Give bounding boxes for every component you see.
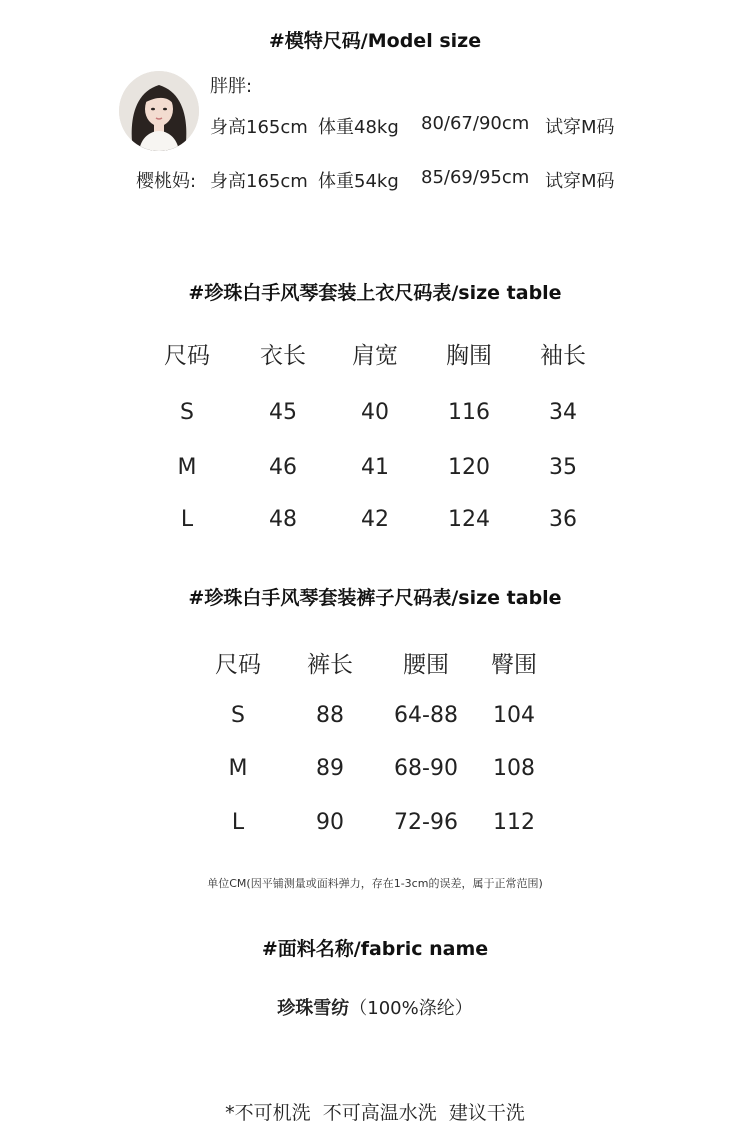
table-cell: S (180, 400, 194, 425)
table-cell: 45 (269, 400, 297, 425)
model2-height: 身高165cm (210, 171, 308, 192)
model2-weight: 体重54kg (318, 171, 399, 192)
table-cell: 64-88 (394, 703, 458, 728)
pants-header-length: 裤长 (307, 652, 353, 678)
table-cell: L (180, 507, 194, 532)
table-cell: 48 (269, 507, 297, 532)
top-header-shoulder: 肩宽 (352, 343, 398, 369)
pants-header-hip: 臀围 (491, 652, 537, 678)
table-cell: 72-96 (394, 810, 458, 835)
pants-header-waist: 腰围 (403, 652, 449, 678)
table-cell: 40 (361, 400, 389, 425)
table-cell: 89 (316, 756, 344, 781)
table-cell: S (231, 703, 245, 728)
fabric-description (0, 994, 750, 1020)
fabric-composition: （100%涤纶） (349, 998, 473, 1019)
table-cell: 42 (361, 507, 389, 532)
table-cell: 116 (448, 400, 490, 425)
table-cell: 120 (448, 455, 490, 480)
top-header-length: 衣长 (260, 343, 306, 369)
model1-measurements: 80/67/90cm (421, 113, 530, 134)
pants-size-table-heading: #珍珠白手风琴套装裤子尺码表/size table (188, 587, 562, 609)
table-cell: 104 (493, 703, 535, 728)
model2-tried-size: 试穿M码 (545, 171, 615, 192)
model1-name: 胖胖: (210, 76, 253, 97)
fabric-name: 珍珠雪纺 (277, 998, 350, 1019)
table-cell: 112 (493, 810, 535, 835)
unit-note: 单位CM(因平铺测量或面料弹力，存在1-3cm的误差，属于正常范围) (207, 877, 543, 890)
top-header-sleeve: 袖长 (540, 343, 586, 369)
model1-height: 身高165cm (210, 117, 308, 138)
model-size-heading: #模特尺码/Model size (268, 30, 482, 52)
table-cell: 46 (269, 455, 297, 480)
table-cell: 88 (316, 703, 344, 728)
table-cell: 34 (549, 400, 577, 425)
table-cell: L (231, 810, 245, 835)
model2-name: 樱桃妈: (136, 171, 197, 192)
model-portrait-image (119, 71, 199, 151)
table-cell: M (228, 756, 248, 781)
top-header-chest: 胸围 (446, 343, 492, 369)
table-cell: 68-90 (394, 756, 458, 781)
top-size-table-heading: #珍珠白手风琴套装上衣尺码表/size table (188, 282, 562, 304)
table-cell: 124 (448, 507, 490, 532)
table-cell: 90 (316, 810, 344, 835)
model-avatar (119, 71, 199, 151)
table-cell: 35 (549, 455, 577, 480)
table-cell: 36 (549, 507, 577, 532)
model1-weight: 体重48kg (318, 117, 399, 138)
pants-header-size: 尺码 (215, 652, 261, 678)
table-cell: 108 (493, 756, 535, 781)
model1-tried-size: 试穿M码 (545, 117, 615, 138)
model2-measurements: 85/69/95cm (421, 167, 530, 188)
care-instructions: *不可机洗 不可高温水洗 建议干洗 (225, 1102, 525, 1124)
fabric-heading: #面料名称/fabric name (261, 938, 489, 960)
table-cell: M (177, 455, 197, 480)
top-header-size: 尺码 (164, 343, 210, 369)
table-cell: 41 (361, 455, 389, 480)
